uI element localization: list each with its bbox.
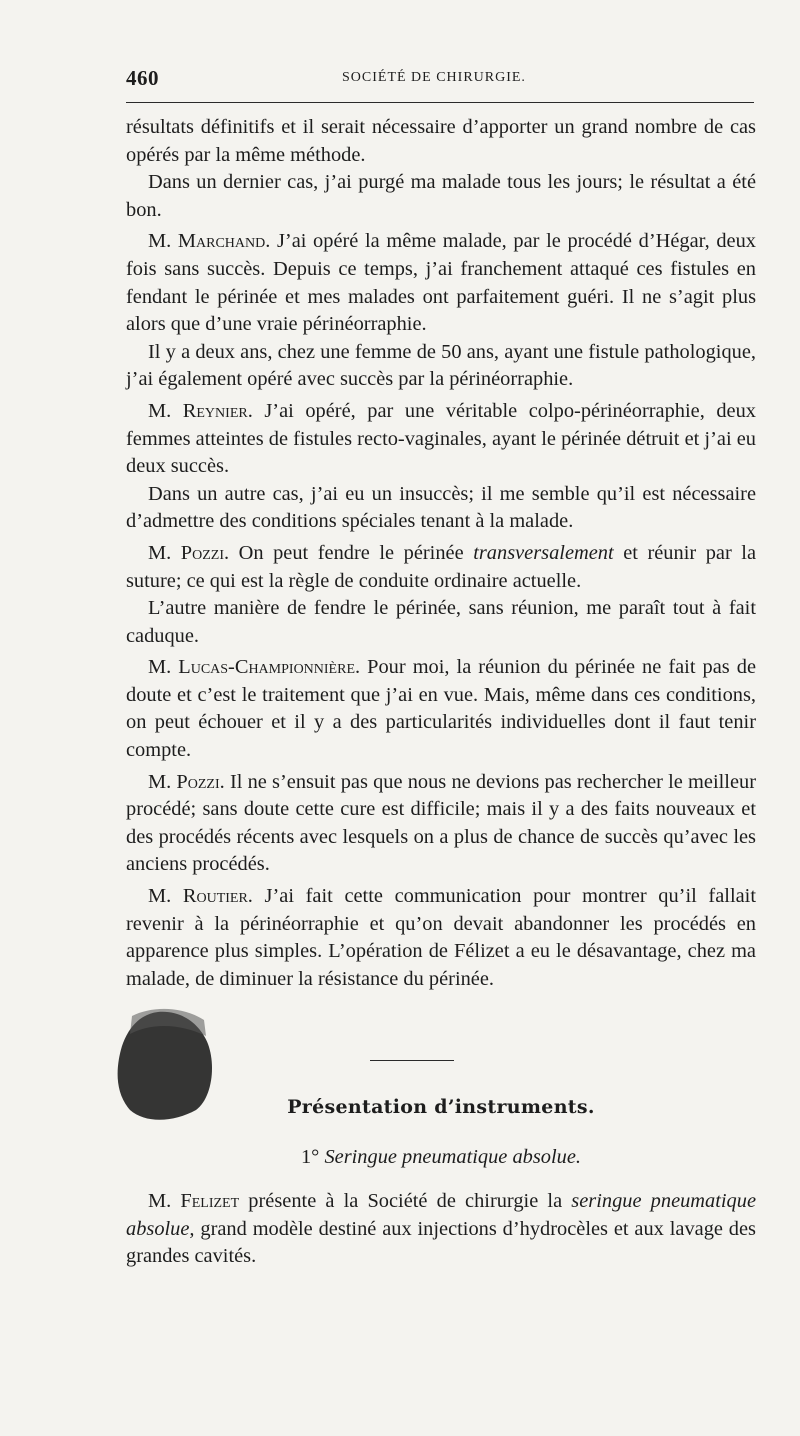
- italic-text: seringue pneumatique absolue,: [126, 1190, 757, 1240]
- paragraph-text: résultats définitifs et il serait nécessaire d’apporter un grand nombre de cas opérés par la même méthode.: [126, 116, 756, 166]
- section-title: Présentation d’instruments.: [287, 1096, 595, 1118]
- subsection-title-text: Seringue pneumatique absolue.: [324, 1146, 581, 1168]
- page-number: 460: [126, 66, 159, 90]
- paragraph: [126, 1188, 756, 1271]
- speaker-name: M. Pozzi.: [148, 770, 225, 793]
- paragraph-text: Il y a deux ans, chez une femme de 50 ans, ayant une fistule pathologique, j’ai également opéré avec succès par la périnéorraphie.: [126, 340, 756, 391]
- speaker-name: M. Lucas-Championnière.: [148, 656, 361, 679]
- paragraph-text: Dans un autre cas, j’ai eu un insuccès; il me semble qu’il est nécessaire d’admettre des conditions spéciales tenant à la malade.: [126, 482, 756, 533]
- paragraph: [126, 169, 756, 224]
- paragraph-text: J’ai opéré la même malade, par le procédé d’Hégar, deux fois sans succès. Depuis ce temps, j’ai franchement attaqué ces fistules en fendant le périnée et mes malades ont parfaitement guéri. Il ne s’agit plus alors que d’une vraie périnéorraphie.: [126, 230, 756, 336]
- paragraph-text: L’autre manière de fendre le périnée, sans réunion, me paraît tout à fait caduque.: [126, 597, 756, 647]
- section-divider: [370, 1060, 454, 1061]
- speaker-name: M. Reynier.: [148, 399, 253, 422]
- paragraph-text: grand modèle destiné aux injections d’hydrocèles et aux lavage des grandes cavités.: [126, 1217, 756, 1268]
- paragraph: [126, 398, 756, 481]
- paragraph-text: J’ai fait cette communication pour montrer qu’il fallait revenir à la périnéorraphie et qu’on devait abandonner les procédés en apparence plus simples. L’opération de Félizet a eu le désavantage, chez ma malade, de diminuer la résistance du périnée.: [126, 885, 756, 990]
- paragraph: [126, 654, 756, 764]
- paragraph-text: J’ai opéré, par une véritable colpo-périnéorraphie, deux femmes atteintes de fistules recto-vaginales, ayant le périnée détruit et j’ai eu deux succès.: [126, 399, 756, 478]
- header-rule: [126, 102, 754, 103]
- paragraph: [126, 339, 756, 394]
- paragraph-text: On peut fendre le périnée: [229, 541, 474, 564]
- paragraph: [126, 883, 756, 993]
- speaker-name: M. Marchand.: [148, 230, 271, 253]
- running-head: SOCIÉTÉ DE CHIRURGIE.: [342, 70, 526, 85]
- subsection-title: [126, 1146, 756, 1169]
- speaker-name: M. Felizet: [148, 1190, 240, 1212]
- paragraph-text: présente à la Société de chirurgie la: [239, 1190, 572, 1212]
- subsection-number: 1°: [300, 1146, 320, 1168]
- speaker-name: M. Pozzi.: [148, 541, 230, 564]
- paragraph-text: Dans un dernier cas, j’ai purgé ma malade tous les jours; le résultat a été bon.: [126, 171, 756, 221]
- paragraph: [126, 769, 756, 879]
- paragraph: [126, 540, 756, 595]
- paragraph: [126, 595, 756, 650]
- paragraph-text: Pour moi, la réunion du périnée ne fait pas de doute et c’est le traitement que j’ai en vue. Mais, même dans ces conditions, on peut échouer et il y a des particularités individuelles dont il faut tenir compte.: [126, 656, 756, 762]
- body-text: [126, 114, 756, 993]
- italic-text: transversalement: [473, 541, 614, 564]
- paragraph-text: Il ne s’ensuit pas que nous ne devions pas rechercher le meilleur procédé; sans doute cette cure est difficile; mais il y a des faits nouveaux et des procédés récents avec lesquels on a plus de chance de succès qu’avec les anciens procédés.: [126, 770, 756, 876]
- paragraph: [126, 114, 756, 169]
- page-header: [126, 64, 754, 96]
- paragraph: [126, 481, 756, 536]
- final-paragraph-block: [126, 1188, 756, 1271]
- speaker-name: M. Routier.: [148, 885, 253, 908]
- paragraph-text: et réunir par la suture; ce qui est la règle de conduite ordinaire actuelle.: [126, 541, 757, 592]
- paragraph: [126, 228, 756, 338]
